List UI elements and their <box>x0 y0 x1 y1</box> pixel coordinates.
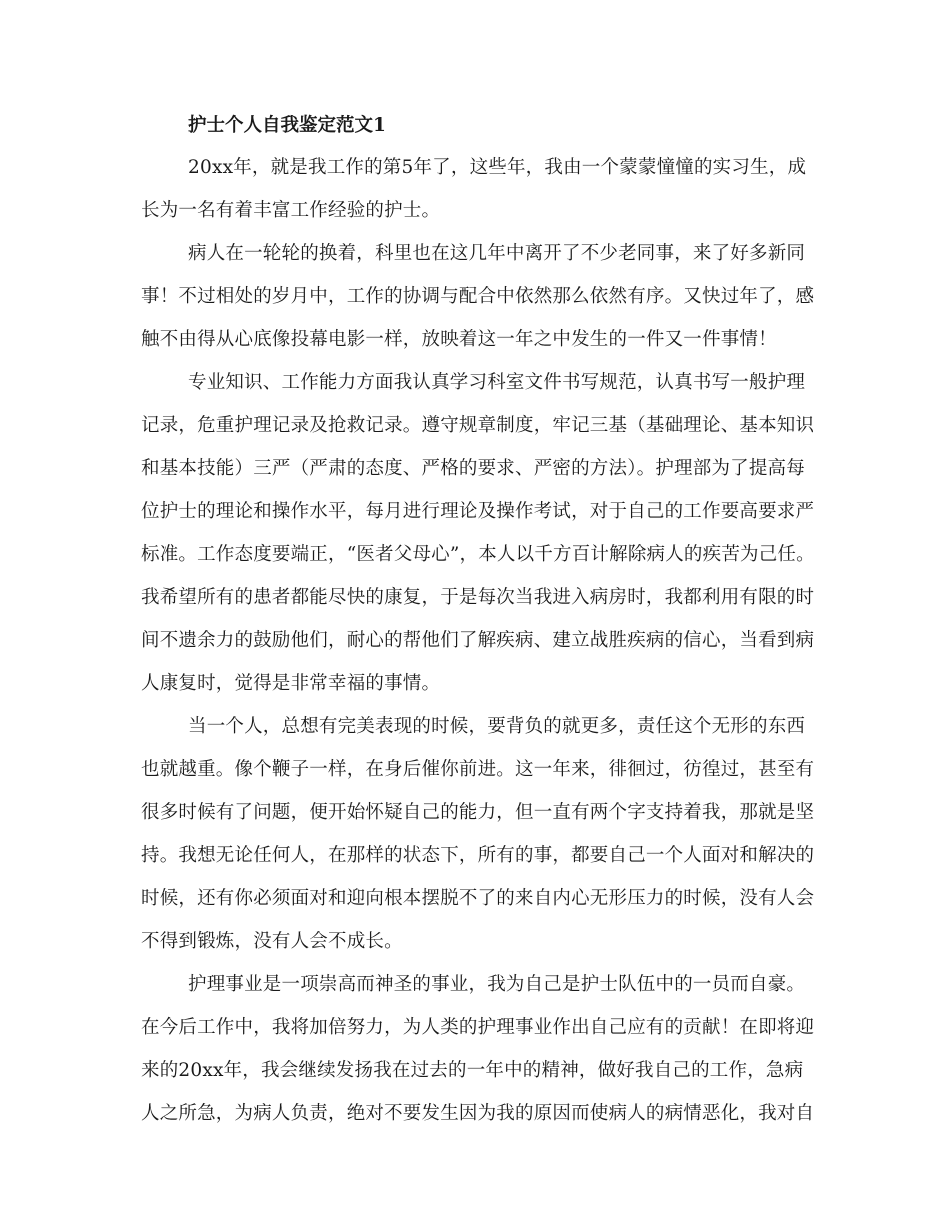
body-line: 人之所急，为病人负责，绝对不要发生因为我的原因而使病人的病情恶化，我对自 <box>141 1103 815 1124</box>
body-line: 标准。工作态度要端正，“医者父母心”，本人以千方百计解除病人的疾苦为己任。 <box>141 544 815 565</box>
body-line: 我希望所有的患者都能尽快的康复，于是每次当我进入病房时，我都利用有限的时 <box>141 587 815 608</box>
body-line: 病人在一轮轮的换着，科里也在这几年中离开了不少老同事，来了好多新同 <box>188 243 806 264</box>
body-line: 人康复时，觉得是非常幸福的事情。 <box>141 673 441 694</box>
body-line: 间不遗余力的鼓励他们，耐心的帮他们了解疾病、建立战胜疾病的信心，当看到病 <box>141 630 815 651</box>
body-line: 来的20xx年，我会继续发扬我在过去的一年中的精神，做好我自己的工作，急病 <box>141 1060 804 1081</box>
document-title: 护士个人自我鉴定范文1 <box>188 115 386 136</box>
body-line: 长为一名有着丰富工作经验的护士。 <box>141 200 441 221</box>
body-line: 当一个人，总想有完美表现的时候，要背负的就更多，责任这个无形的东西 <box>188 716 806 737</box>
body-line: 事！不过相处的岁月中，工作的协调与配合中依然那么依然有序。又快过年了，感 <box>141 286 815 307</box>
body-line: 护理事业是一项崇高而神圣的事业，我为自己是护士队伍中的一员而自豪。 <box>188 974 806 995</box>
body-line: 专业知识、工作能力方面我认真学习科室文件书写规范，认真书写一般护理 <box>188 372 806 393</box>
body-line: 很多时候有了问题，便开始怀疑自己的能力，但一直有两个字支持着我，那就是坚 <box>141 802 815 823</box>
body-line: 持。我想无论任何人，在那样的状态下，所有的事，都要自己一个人面对和解决的 <box>141 845 815 866</box>
body-line: 在今后工作中，我将加倍努力，为人类的护理事业作出自己应有的贡献！在即将迎 <box>141 1017 815 1038</box>
body-line: 也就越重。像个鞭子一样，在身后催你前进。这一年来，徘徊过，彷徨过，甚至有 <box>141 759 815 780</box>
body-line: 位护士的理论和操作水平，每月进行理论及操作考试，对于自己的工作要高要求严 <box>141 501 815 522</box>
body-line: 触不由得从心底像投幕电影一样，放映着这一年之中发生的一件又一件事情！ <box>141 329 777 350</box>
body-line: 20xx年，就是我工作的第5年了，这些年，我由一个蒙蒙憧憧的实习生，成 <box>188 157 807 178</box>
body-line: 不得到锻炼，没有人会不成长。 <box>141 931 403 952</box>
body-line: 时候，还有你必须面对和迎向根本摆脱不了的来自内心无形压力的时候，没有人会 <box>141 888 815 909</box>
body-line: 记录，危重护理记录及抢救记录。遵守规章制度，牢记三基（基础理论、基本知识 <box>141 415 815 436</box>
body-line: 和基本技能）三严（严肃的态度、严格的要求、严密的方法）。护理部为了提高每 <box>141 458 805 479</box>
